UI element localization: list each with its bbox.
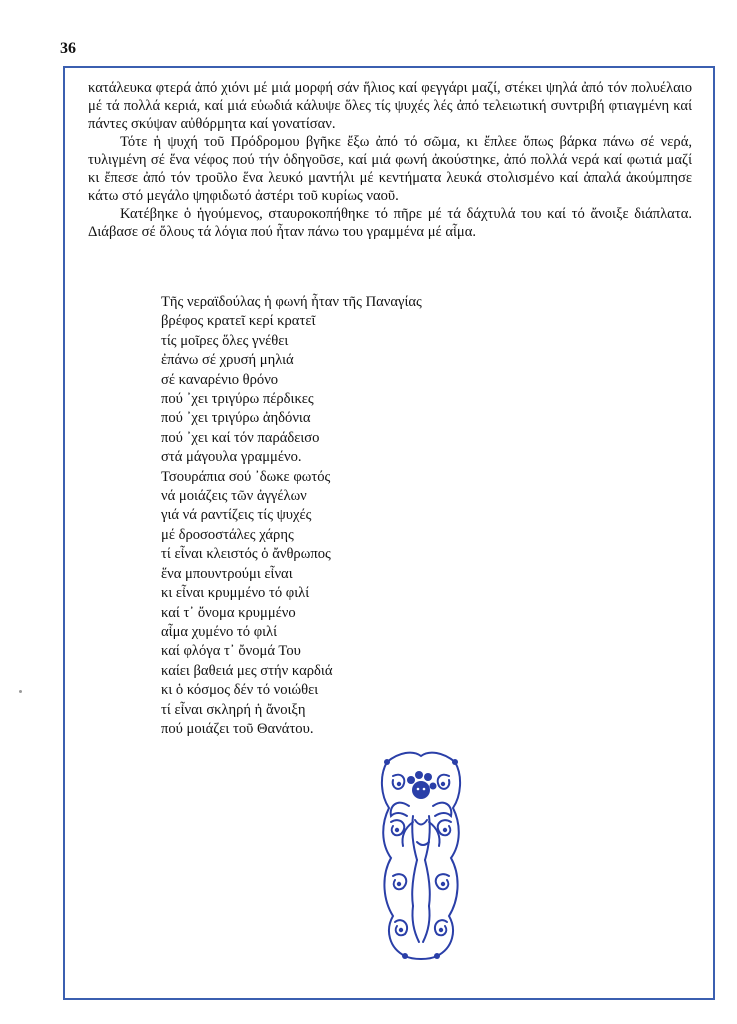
page-number: 36 (60, 40, 76, 57)
poem-line: πού μοιάζει τοῦ Θανάτου. (161, 720, 314, 737)
poem-line: γιά νά ραντίζεις τίς ψυχές (161, 507, 312, 524)
poem-line: καί τ᾽ ὄνομα κρυμμένο (161, 604, 296, 621)
poem-line: στά μάγουλα γραμμένο. (161, 449, 302, 466)
poem-line: βρέφος κρατεῖ κερί κρατεῖ (161, 313, 316, 330)
poem-line: κι εἶναι κρυμμένο τό φιλί (161, 585, 310, 602)
poem-line: τί εἶναι κλειστός ὁ ἄνθρωπος (161, 546, 331, 563)
poem-line: Τσουράπια σού ᾽δωκε φωτός (161, 468, 331, 485)
poem-line: αἷμα χυμένο τό φιλί (161, 623, 278, 640)
poem-line: τί εἶναι σκληρή ἡ ἄνοιξη (161, 701, 306, 718)
poem-line: καί φλόγα τ᾽ ὄνομά Του (161, 643, 301, 660)
poem-line: καίει βαθειά μες στήν καρδιά (161, 662, 333, 679)
poem-line: τίς μοῖρες ὅλες γνέθει (161, 332, 289, 349)
poem-line: ἐπάνω σέ χρυσή μηλιά (161, 352, 294, 369)
poem-line: πού ᾽χει καί τόν παράδεισο (161, 429, 320, 446)
poem-line: σέ καναρένιο θρόνο (161, 371, 279, 388)
poem-line: νά μοιάζεις τῶν ἀγγέλων (161, 488, 307, 505)
poem-line: κι ὁ κόσμος δέν τό νοιώθει (161, 682, 319, 699)
poem-line: Τῆς νεραϊδούλας ἡ φωνή ἦταν τῆς Παναγίας (161, 294, 422, 310)
cherub-ornament-icon (373, 746, 469, 962)
poem-line: ἕνα μπουντρούμι εἶναι (161, 565, 293, 582)
poem-line: μέ δροσοστάλες χάρης (161, 526, 294, 543)
prose-section (88, 79, 692, 241)
poem-line: πού ᾽χει τριγύρω ἀηδόνια (161, 410, 311, 427)
poem-line: πού ᾽χει τριγύρω πέρδικες (161, 391, 314, 408)
prose-paragraph: κατάλευκα φτερά ἀπό χιόνι μέ μιά μορφή σάν ἥλιος καί φεγγάρι μαζί, στέκει ψηλά ἀπό τόν πολυέλαιο μέ τά πολλά κεριά, καί μιά εὐωδιά κάλυψε ὅλες τίς ψυχές λές ἀπό τελειωτική συντριβή φτιαγμένη καί πάντες σκύψαν αὐθόρμητα καί γονατίσαν. (88, 80, 692, 132)
prose-paragraph: Τότε ἡ ψυχή τοῦ Πρόδρομου βγῆκε ἔξω ἀπό τό σῶμα, κι ἔπλεε ὅπως βάρκα πάνω σέ νερά, τυλιγμένη σέ ἕνα νέφος πού τήν ὁδηγοῦσε, καί μιά φωνή ἀκούστηκε, ἀπό πολλά νερά καί φωτιά μαζί κι ἔπεσε ἀπό τόν τροῦλο ἕνα λευκό μαντήλι μέ κεντήματα λευκά στολισμένο καί ἀπαλά ἀκούμπησε κάτω στό μεγάλο ψηφιδωτό ἀστέρι τοῦ κυρίως ναοῦ. (88, 134, 692, 204)
stray-mark (19, 690, 22, 693)
prose-paragraph: Κατέβηκε ὁ ἡγούμενος, σταυροκοπήθηκε τό πῆρε μέ τά δάχτυλά του καί τό ἄνοιξε διάπλατα. Διάβασε σέ ὅλους τά λόγια πού ἦταν πάνω του γραμμένα μέ αἷμα. (88, 206, 692, 240)
poem (161, 293, 422, 739)
